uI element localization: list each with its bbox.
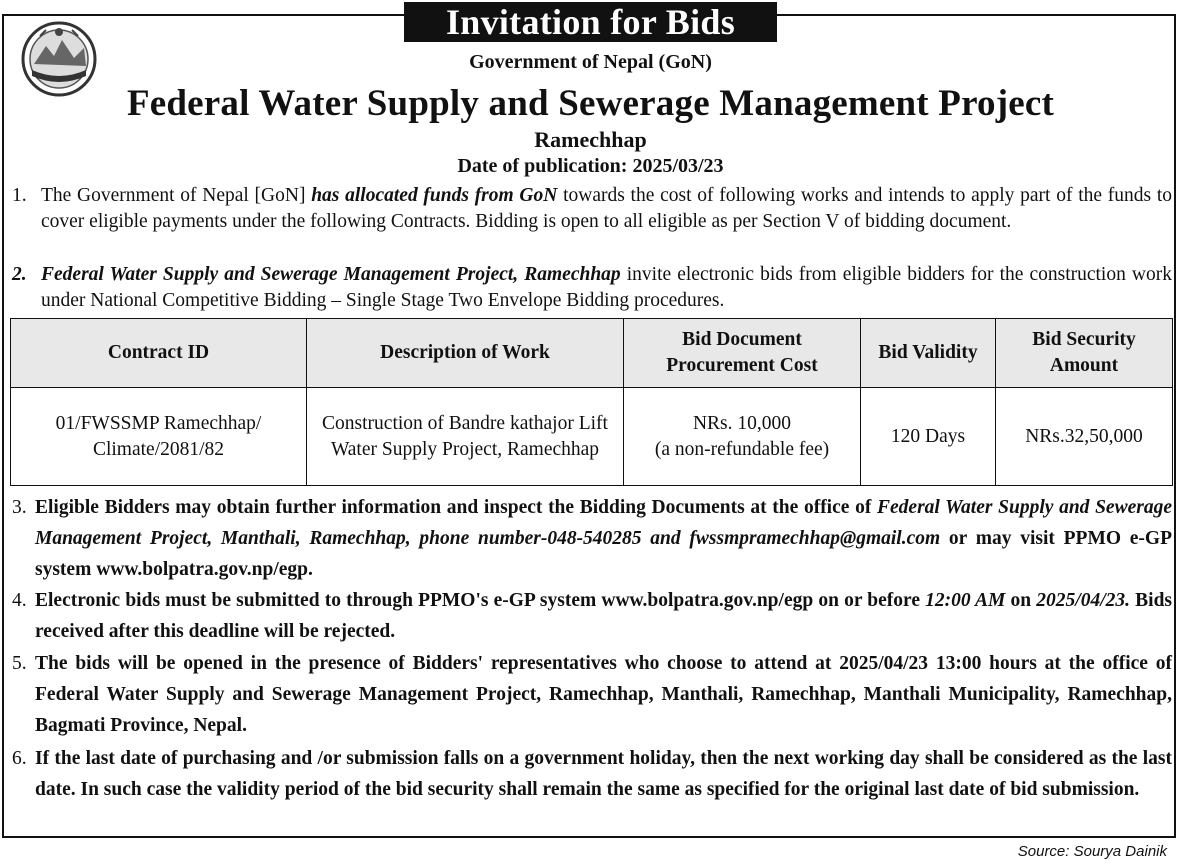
contracts-table: [10, 318, 1173, 486]
cost-note: (a non-refundable fee): [654, 438, 830, 460]
column-header: Bid Document Procurement Cost: [624, 319, 861, 388]
paragraph-3: [12, 492, 1172, 585]
paragraph-5: [12, 648, 1172, 741]
text-run: or may visit PPMO e-GP system www.bolpatra.gov.np/egp.: [35, 528, 1172, 580]
paragraph-6: [12, 743, 1172, 805]
text-run: If the last date of purchasing and /or submission falls on a government holiday, then the next working day shall be considered as the last date. In such case the validity period of the bid security shall remain the same as specified for the original last date of bid submission.: [35, 748, 1172, 800]
paragraph-number: 1.: [12, 185, 27, 206]
cost-amount: NRs. 10,000: [692, 412, 792, 434]
text-run: Electronic bids must be submitted to through PPMO's e-GP system www.bolpatra.gov.np/egp on or before: [35, 590, 926, 611]
table-header-row: [11, 319, 1173, 388]
text-run: invite electronic bids from eligible bidders for the construction work under National Competitive Bidding – Single Stage Two Envelope Bidding procedures.: [41, 264, 1173, 311]
paragraph-number: 3.: [12, 497, 27, 518]
project-location: Ramechhap: [534, 127, 647, 152]
cell-contract-id: 01/FWSSMP Ramechhap/ Climate/2081/82: [11, 388, 307, 486]
column-header: Contract ID: [11, 319, 307, 388]
column-header: Description of Work: [307, 319, 624, 388]
text-run-emphasis: Federal Water Supply and Sewerage Management Project, Manthali, Ramechhap, phone number-048-540285 and fwssmpramechhap@gmail.com: [35, 497, 1172, 549]
column-header: Bid Security Amount: [996, 319, 1173, 388]
table-row: [11, 388, 1173, 486]
text-run-emphasis: has allocated funds from GoN: [311, 185, 558, 206]
column-header: Bid Validity: [861, 319, 996, 388]
text-run: Eligible Bidders may obtain further information and inspect the Bidding Documents at the office of: [35, 497, 878, 518]
text-run: The Government of Nepal [GoN]: [41, 185, 312, 206]
paragraph-number: 6.: [12, 748, 27, 769]
text-run-emphasis: 2025/04/23.: [1036, 590, 1130, 611]
cell-procurement-cost: [624, 388, 861, 486]
source-credit: Source: Sourya Dainik: [1017, 843, 1167, 860]
cell-description: Construction of Bandre kathajor Lift Water Supply Project, Ramechhap: [307, 388, 624, 486]
paragraph-1: [12, 183, 1172, 235]
paragraph-4: [12, 585, 1172, 647]
paragraph-number: 5.: [12, 653, 27, 674]
text-run-emphasis: Federal Water Supply and Sewerage Management Project, Ramechhap: [41, 264, 621, 285]
banner-title: Invitation for Bids: [404, 2, 777, 42]
paragraph-number: 2.: [12, 264, 27, 285]
publication-date: Date of publication: 2025/03/23: [457, 155, 724, 177]
paragraph-2: [12, 262, 1172, 314]
text-run: Bids received after this deadline will be rejected.: [35, 590, 1173, 642]
paragraph-number: 4.: [12, 590, 27, 611]
text-run-emphasis: 12:00 AM: [925, 590, 1006, 611]
text-run: 13:00 hours at the office of Federal Water Supply and Sewerage Management Project, Ramechhap, Manthali, Ramechhap, Manthali Municipality, Ramechhap, Bagmati Province, Nepal.: [35, 653, 1172, 736]
text-run: towards the cost of following works and intends to apply part of the funds to cover eligible payments under the following Contracts. Bidding is open to all eligible as per Section V of bidding document.: [41, 185, 1172, 232]
text-run-emphasis: 2025/04/23: [839, 653, 929, 674]
government-line: Government of Nepal (GoN): [469, 51, 712, 73]
project-title: Federal Water Supply and Sewerage Management Project: [126, 83, 1055, 124]
cell-validity: 120 Days: [861, 388, 996, 486]
cell-security: NRs.32,50,000: [996, 388, 1173, 486]
text-run: on: [1005, 590, 1037, 611]
text-run: The bids will be opened in the presence of Bidders' representatives who choose to attend at: [35, 653, 840, 674]
